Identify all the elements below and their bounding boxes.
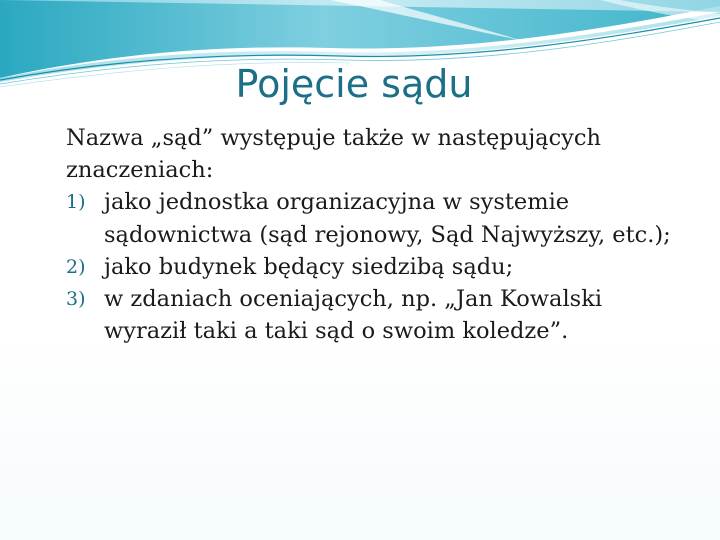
- list-item: [66, 186, 676, 250]
- slide-body: [66, 122, 676, 347]
- meanings-list: [66, 186, 676, 347]
- list-item-number: 1): [66, 191, 86, 214]
- list-item-number: 2): [66, 255, 86, 278]
- list-item-text: w zdaniach oceniających, np. „Jan Kowalski wyraził taki a taki sąd o swoim koledze”.: [104, 286, 603, 345]
- intro-text: Nazwa „sąd” występuje także w następujących znaczeniach:: [66, 125, 601, 184]
- list-item-number: 3): [66, 288, 86, 311]
- list-item: [66, 251, 676, 283]
- list-item: [66, 283, 676, 347]
- slide-title: Pojęcie sądu: [235, 62, 473, 106]
- list-item-text: jako jednostka organizacyjna w systemie sądownictwa (sąd rejonowy, Sąd Najwyższy, etc.);: [104, 189, 671, 248]
- list-item-text: jako budynek będący siedzibą sądu;: [104, 253, 514, 280]
